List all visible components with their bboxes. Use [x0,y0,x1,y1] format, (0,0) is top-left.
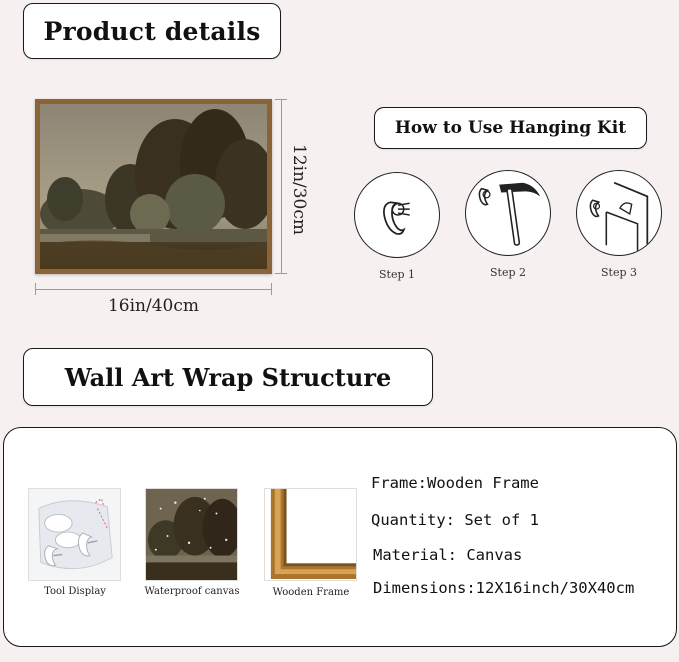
height-dimension-tick [275,273,287,274]
spec-quantity: Quantity: Set of 1 [371,511,539,529]
height-dimension-label: 12in/30cm [289,144,309,236]
spec-dimensions: Dimensions:12X16inch/30X40cm [373,579,635,597]
width-dimension-label: 16in/40cm [107,296,200,316]
wrap-structure-heading: Wall Art Wrap Structure [23,348,433,406]
step-2-label: Step 2 [489,266,526,279]
wooden-frame-image [264,488,357,581]
landscape-painting-illustration [40,104,267,269]
width-dimension-tick [35,283,36,295]
wooden-frame-label: Wooden Frame [272,587,350,598]
hook-nail-icon [354,172,440,258]
spec-material: Material: Canvas [373,546,523,564]
waterproof-canvas-label: Waterproof canvas [144,586,240,597]
product-details-heading: Product details [23,3,281,59]
framed-painting-image [35,99,272,274]
tool-display-label: Tool Display [44,586,106,597]
hammer-icon [465,170,551,256]
hanging-kit-heading: How to Use Hanging Kit [374,107,647,149]
hang-frame-icon [576,170,662,256]
height-dimension-tick [275,99,287,100]
height-dimension-line [281,99,282,274]
step-3-label: Step 3 [600,266,637,279]
spec-frame: Frame:Wooden Frame [371,474,539,492]
waterproof-canvas-image [145,488,238,581]
width-dimension-tick [271,283,272,295]
tool-display-image [28,488,121,581]
width-dimension-line [35,289,272,290]
step-1-label: Step 1 [378,268,415,281]
